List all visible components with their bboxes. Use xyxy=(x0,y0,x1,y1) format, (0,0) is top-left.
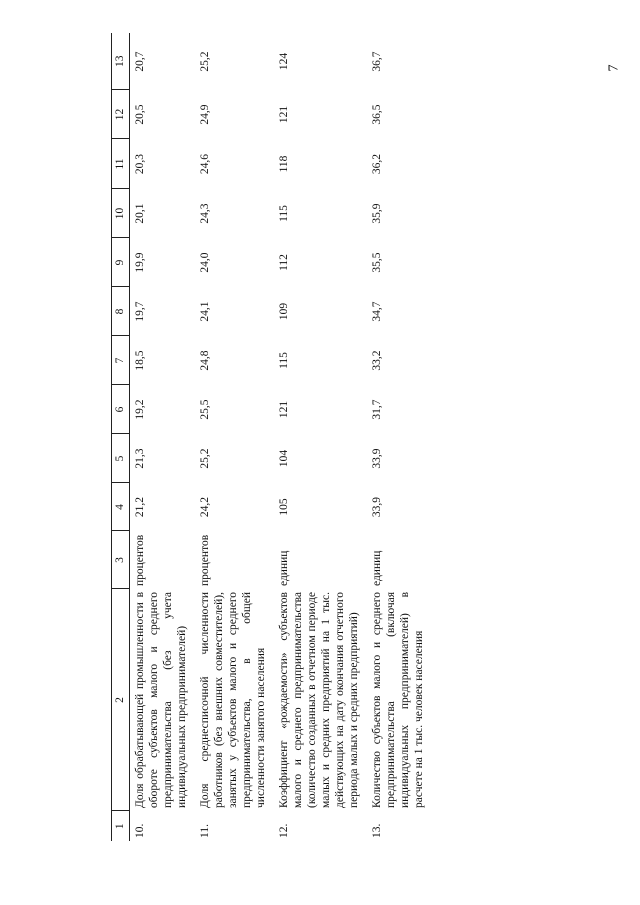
table-row xyxy=(130,33,196,841)
header-cell: 11 xyxy=(112,139,130,189)
table-body xyxy=(112,33,433,841)
value-cell: 20,3 xyxy=(134,153,146,175)
indicator-name: Количество субъектов малого и среднего предпринимательства (включая индивидуальных предпринимателей) в расчете на 1 тыс. человек населения xyxy=(371,592,425,808)
value-cell: 24,3 xyxy=(199,203,211,224)
value-cell: 36,5 xyxy=(371,104,383,125)
value-cell: 19,7 xyxy=(134,301,146,322)
value-cell: 112 xyxy=(278,254,290,271)
value-cell: 35,5 xyxy=(371,252,383,273)
value-cell: 121 xyxy=(278,400,290,419)
row-number: 12. xyxy=(278,823,290,838)
value-cell: 35,9 xyxy=(371,203,383,224)
row-number: 11. xyxy=(199,824,211,838)
header-cell: 12 xyxy=(112,90,130,139)
value-cell: 25,5 xyxy=(199,399,211,420)
value-cell: 20,1 xyxy=(134,203,146,224)
header-cell: 4 xyxy=(112,483,130,531)
header-cell: 8 xyxy=(112,287,130,336)
value-cell: 24,0 xyxy=(199,252,211,273)
page-number: 7 xyxy=(606,64,622,72)
value-cell: 33,9 xyxy=(371,496,383,518)
value-cell: 124 xyxy=(278,52,290,71)
value-cell: 33,9 xyxy=(371,448,383,469)
header-cell: 5 xyxy=(112,434,130,483)
value-cell: 24,9 xyxy=(199,104,211,125)
value-cell: 121 xyxy=(278,105,290,124)
header-row xyxy=(112,33,130,841)
indicator-name: Доля среднесписочной численности работников (без внешних совместителей), занятых у субъектов малого и среднего предпринимательства, в общей численности занятого населения xyxy=(199,592,267,808)
value-cell: 19,2 xyxy=(134,399,146,420)
value-cell: 25,2 xyxy=(199,448,211,469)
unit-cell: единиц xyxy=(371,550,383,586)
table-row xyxy=(195,33,274,841)
header-cell: 3 xyxy=(112,531,130,589)
value-cell: 33,2 xyxy=(371,350,383,371)
value-cell: 19,9 xyxy=(134,252,146,273)
header-cell: 7 xyxy=(112,336,130,385)
value-cell: 115 xyxy=(278,205,290,222)
value-cell: 36,2 xyxy=(371,153,383,175)
value-cell: 25,2 xyxy=(199,51,211,72)
row-number: 13. xyxy=(371,823,383,838)
value-cell: 20,7 xyxy=(134,51,146,72)
row-number: 10. xyxy=(134,823,146,838)
table-row xyxy=(274,33,367,841)
unit-cell: единиц xyxy=(278,550,290,586)
header-cell: 6 xyxy=(112,385,130,434)
value-cell: 18,5 xyxy=(134,350,146,371)
value-cell: 24,2 xyxy=(199,496,211,518)
unit-cell: процентов xyxy=(134,534,146,586)
table-row xyxy=(367,33,432,841)
value-cell: 115 xyxy=(278,352,290,369)
value-cell: 24,1 xyxy=(199,301,211,322)
value-cell: 24,8 xyxy=(199,350,211,371)
value-cell: 20,5 xyxy=(134,104,146,125)
value-cell: 36,7 xyxy=(371,51,383,72)
indicators-table xyxy=(111,33,432,841)
header-cell: 1 xyxy=(112,811,130,841)
value-cell: 109 xyxy=(278,302,290,321)
header-cell: 9 xyxy=(112,238,130,287)
value-cell: 105 xyxy=(278,498,290,516)
value-cell: 21,3 xyxy=(134,448,146,469)
value-cell: 34,7 xyxy=(371,301,383,322)
indicator-name: Доля обрабатывающей промышленности в обороте субъектов малого и среднего предпринимательства (без учета индивидуальных предпринимателей) xyxy=(134,592,188,808)
value-cell: 21,2 xyxy=(134,496,146,518)
indicator-name: Коэффициент «рождаемости» субъектов малого и среднего предпринимательства (количество созданных в отчетном периоде малых и средних предприятий на 1 тыс. действующих на дату окончания отчетного периода малых и средних предприятий) xyxy=(278,592,360,808)
header-cell: 10 xyxy=(112,189,130,238)
value-cell: 31,7 xyxy=(371,399,383,420)
header-cell: 2 xyxy=(112,589,130,811)
value-cell: 104 xyxy=(278,449,290,468)
value-cell: 118 xyxy=(278,155,290,173)
value-cell: 24,6 xyxy=(199,153,211,175)
unit-cell: процентов xyxy=(199,534,211,586)
header-cell: 13 xyxy=(112,33,130,90)
